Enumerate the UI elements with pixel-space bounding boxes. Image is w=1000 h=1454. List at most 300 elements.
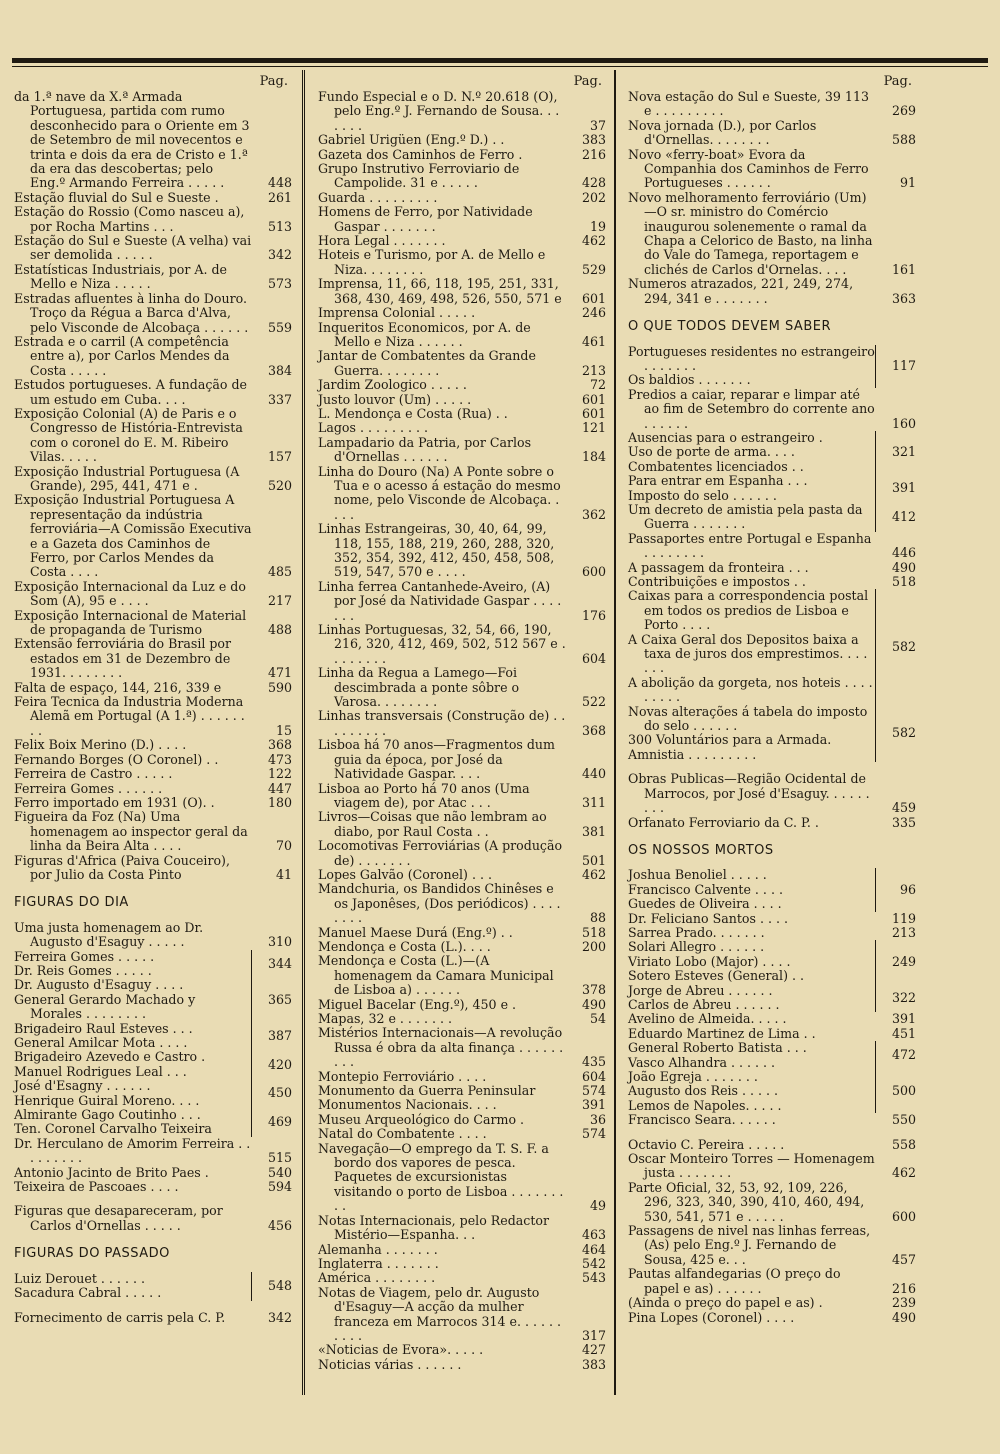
entry-text: Sotero Esteves (General) . . [628, 968, 805, 984]
page-number: 161 [891, 261, 916, 277]
page-number: 446 [891, 545, 916, 561]
index-entry [628, 912, 916, 926]
page-number: 500 [891, 1083, 916, 1099]
entry-text: Linha ferrea Cantanhede-Aveiro, (A) por José da Natividade Gaspar . . . . . . . [318, 578, 562, 623]
index-entry [318, 709, 606, 738]
page-number: 518 [581, 924, 606, 940]
page-number: 368 [581, 722, 606, 738]
page-number: 335 [891, 814, 916, 830]
entry-text: Antonio Jacinto de Brito Paes . [14, 1164, 209, 1180]
entry-text: da 1.ª nave da X.ª Armada Portuguesa, partida com rumo desconhecido para o Oriente em 3 de Setembro de mil novecentos e trinta e dois da era de Cristo e 1.ª da era das descobertas; pelo Eng.º Armando Ferreira . . . . . [14, 89, 250, 191]
page-number: 435 [581, 1054, 606, 1070]
section-heading: O QUE TODOS DEVEM SABER [628, 319, 831, 335]
entry-text: Jorge de Abreu . . . . . . [628, 982, 773, 998]
entry-text: Dr. Feliciano Santos . . . . [628, 910, 788, 926]
entry-text: L. Mendonça e Costa (Rua) . . [318, 405, 508, 421]
entry-text: Locomotivas Ferroviárias (A produção de) . . . . . . . [318, 838, 563, 868]
page-number: 490 [891, 559, 916, 575]
entry-text: Caixas para a correspondencia postal em todos os predios de Lisboa e Porto . . . . [628, 588, 869, 633]
page-number: 559 [267, 319, 292, 335]
entry-text: Predios a caiar, reparar e limpar até ao fim de Setembro do corrente ano . . . . . . [628, 386, 875, 431]
entry-text: Lemos de Napoles. . . . . [628, 1097, 782, 1113]
index-entry-group [14, 1079, 292, 1108]
page-number: 321 [891, 444, 916, 460]
entry-text: Novas alterações á tabela do imposto do selo . . . . . . [628, 703, 868, 734]
index-entry [628, 926, 916, 940]
entry-text: General Gerardo Machado y Morales . . . . . . . . [14, 991, 196, 1022]
index-entry [318, 133, 606, 147]
entry-text: Mapas, 32 e . . . . . . . [318, 1011, 452, 1026]
page-number: 529 [581, 261, 606, 277]
column-rule-1 [302, 70, 308, 1395]
entry-text: João Egreja . . . . . . . [628, 1069, 758, 1084]
index-column-3 [628, 74, 916, 1325]
page-number: 368 [267, 737, 292, 753]
index-entry [14, 1137, 292, 1166]
index-entry [318, 421, 606, 435]
entry-text: Figuras d'Africa (Paiva Couceiro), por Julio da Costa Pinto [14, 852, 230, 882]
page-number: 384 [267, 362, 292, 378]
page-number: 213 [581, 362, 606, 378]
page-number: 216 [891, 1280, 916, 1296]
index-entry [14, 580, 292, 609]
page-number: 202 [581, 189, 606, 205]
group-items [628, 1070, 876, 1113]
entry-text: Natal do Combatente . . . . [318, 1126, 487, 1142]
entry-text: Notas Internacionais, pelo Redactor Mistério—Espanha. . . [318, 1212, 550, 1243]
entry-text: Numeros atrazados, 221, 249, 274, 294, 341 e . . . . . . . [628, 276, 854, 306]
page-number: 456 [267, 1217, 292, 1233]
entry-text: Passaportes entre Portugal e Espanha . . . . . . . . [628, 530, 872, 561]
index-entry [318, 954, 606, 997]
entry-text: Henrique Guiral Moreno. . . . [14, 1092, 200, 1108]
page-number: 391 [891, 1011, 916, 1027]
entry-text: Homens de Ferro, por Natividade Gaspar . . . . . . . [318, 204, 533, 234]
entry-text: Joshua Benoliel . . . . . [628, 867, 767, 883]
page-number: 573 [267, 276, 292, 292]
group-items [628, 940, 876, 983]
index-entry [14, 767, 292, 781]
entry-text: Parte Oficial, 32, 53, 92, 109, 226, 296, 323, 340, 390, 410, 460, 494, 530, 541, 571 e . . . . . [628, 1179, 865, 1224]
entry-text: 300 Voluntários para a Armada. [628, 732, 832, 748]
index-entry [628, 1311, 916, 1325]
entry-text: Hoteis e Turismo, por A. de Mello e Niza. . . . . . . . [318, 247, 546, 277]
entry-text: General Roberto Batista . . . [628, 1040, 807, 1056]
entry-text: Ferreira Gomes . . . . . . [14, 780, 163, 796]
entry-text: Ten. Coronel Carvalho Teixeira [14, 1121, 212, 1137]
page-number: 387 [267, 1027, 292, 1043]
page-number: 601 [581, 391, 606, 407]
entry-text: Mistérios Internacionais—A revolução Russa é obra da alta finança . . . . . . . . . [318, 1025, 564, 1070]
entry-text: Linha da Regua a Lamego—Foi descimbrada a ponte sôbre o Varosa. . . . . . . . [318, 665, 520, 710]
entry-text: Felix Boix Merino (D.) . . . . [14, 737, 187, 753]
entry-text: Brigadeiro Raul Esteves . . . [14, 1020, 193, 1036]
entry-text: Almirante Gago Coutinho . . . [14, 1107, 201, 1123]
page-number: 15 [275, 722, 292, 738]
page-number: 543 [581, 1270, 606, 1286]
entry-text: Teixeira de Pascoaes . . . . [14, 1179, 179, 1195]
entry-text: Viriato Lobo (Major) . . . . [628, 953, 791, 969]
index-entry [14, 681, 292, 695]
index-entry [318, 191, 606, 205]
page-number: 488 [267, 622, 292, 638]
index-entry [318, 868, 606, 882]
entry-text: Portugueses residentes no estrangeiro . . . . . . . [628, 343, 875, 373]
entry-text: Solari Allegro . . . . . . [628, 939, 765, 955]
page-number: 574 [581, 1126, 606, 1142]
page-number: 522 [581, 694, 606, 710]
entry-text: Gabriel Urigüen (Eng.º D.) . . [318, 132, 505, 148]
entry-text: Notas de Viagem, pelo dr. Augusto d'Esaguy—A acção da mulher franceza em Marrocos 314 e. . . . . . . . . . [318, 1284, 562, 1343]
index-entry [14, 205, 292, 234]
index-entry-group [628, 984, 916, 1013]
index-entry [318, 1271, 606, 1285]
page-number: 261 [267, 189, 292, 205]
page-number: 337 [267, 391, 292, 407]
group-items [628, 345, 876, 388]
page-number: 239 [891, 1295, 916, 1311]
page-number: 378 [581, 982, 606, 998]
page-number: 472 [891, 1047, 916, 1063]
page-number: 600 [581, 564, 606, 580]
page-number: 117 [891, 357, 916, 373]
index-entry [628, 148, 916, 191]
entry-text: Francisco Calvente . . . . [628, 881, 783, 897]
page-header-label: Pag. [883, 74, 912, 89]
page-number: 490 [891, 1309, 916, 1325]
entry-text: Linhas Portuguesas, 32, 54, 66, 190, 216, 320, 412, 469, 502, 512 567 e . . . . . . . . [318, 622, 566, 666]
entry-text: Os baldios . . . . . . . [628, 372, 751, 388]
index-entry [628, 1181, 916, 1224]
page-number: 311 [581, 794, 606, 810]
entry-text: Mandchuria, os Bandidos Chinêses e os Japonêses, (Dos periódicos) . . . . . . . . [318, 881, 561, 926]
entry-text: Exposição Internacional da Luz e do Som (A), 95 e . . . . [14, 578, 246, 609]
index-entry [318, 1343, 606, 1357]
entry-text: Figuras que desapareceram, por Carlos d'Ornellas . . . . . [14, 1203, 223, 1233]
page-number: 391 [891, 480, 916, 496]
entry-text: Lisboa há 70 anos—Fragmentos dum guia da época, por José da Natividade Gaspar. . . . [318, 737, 555, 782]
index-entry [318, 407, 606, 421]
entry-text: Carlos de Abreu . . . . . . [628, 996, 780, 1012]
entry-text: Uso de porte de arma. . . . [628, 444, 795, 460]
page-number: 462 [581, 233, 606, 249]
index-entry [318, 248, 606, 277]
index-entry [318, 1214, 606, 1243]
group-items [14, 950, 252, 979]
page-number: 91 [899, 175, 916, 191]
page-number: 391 [581, 1097, 606, 1113]
entry-text: A passagem da fronteira . . . [628, 559, 809, 575]
entry-text: Para entrar em Espanha . . . [628, 473, 808, 489]
page-number: 19 [589, 218, 606, 234]
index-entry [318, 234, 606, 248]
index-entry [318, 205, 606, 234]
page-number: 471 [267, 665, 292, 681]
group-items [628, 589, 876, 704]
column-rule-2 [614, 70, 616, 1395]
entry-text: Navegação—O emprego da T. S. F. a bordo dos vapores de pesca. Paquetes de excursionistas visitando o porto de Lisboa . . . . . . . . . [318, 1140, 564, 1214]
page-header-label: Pag. [573, 74, 602, 89]
index-entry [628, 1152, 916, 1181]
spacer [14, 1301, 292, 1311]
index-entry-group [14, 978, 292, 1021]
index-entry [628, 816, 916, 830]
page-number: 157 [267, 449, 292, 465]
index-entry-group [628, 589, 916, 704]
index-entry-group [628, 705, 916, 763]
index-entry [318, 1286, 606, 1344]
section-heading: OS NOSSOS MORTOS [628, 842, 774, 858]
index-entry [14, 854, 292, 883]
index-entry [318, 1012, 606, 1026]
entry-text: Ferro importado em 1931 (O). . [14, 794, 215, 810]
top-rule-thin [12, 66, 988, 67]
entry-text: Sarrea Prado. . . . . . . [628, 924, 765, 940]
index-entry [318, 1026, 606, 1069]
page-number: 317 [581, 1327, 606, 1343]
entry-text: Noticias várias . . . . . . [318, 1356, 462, 1372]
index-entry [318, 321, 606, 350]
index-entry [318, 1070, 606, 1084]
entry-text: Fornecimento de carris pela C. P. [14, 1309, 226, 1325]
group-items [628, 984, 876, 1013]
index-entry [318, 436, 606, 465]
group-items [14, 1108, 252, 1137]
index-entry-group [14, 1272, 292, 1301]
index-entry [628, 575, 916, 589]
entry-text: Octavio C. Pereira . . . . . [628, 1136, 785, 1152]
entry-text: Dr. Reis Gomes . . . . . [14, 962, 152, 978]
entry-text: Dr. Augusto d'Esaguy . . . . [14, 977, 184, 993]
index-entry [14, 782, 292, 796]
page-number: 428 [581, 175, 606, 191]
index-entry [14, 191, 292, 205]
page-number: 427 [581, 1342, 606, 1358]
page-number: 604 [581, 650, 606, 666]
index-entry [318, 623, 606, 666]
index-entry-group [628, 940, 916, 983]
entry-text: Fundo Especial e o D. N.º 20.618 (O), pelo Eng.º J. Fernando de Sousa. . . . . . . [318, 89, 560, 133]
page-number: 213 [891, 924, 916, 940]
index-entry [318, 882, 606, 925]
page-number: 600 [891, 1208, 916, 1224]
page-number: 463 [581, 1227, 606, 1243]
page-number: 590 [267, 679, 292, 695]
index-entry-group [14, 950, 292, 979]
group-items [14, 1272, 252, 1301]
index-entry [628, 561, 916, 575]
page-number: 464 [581, 1241, 606, 1257]
entry-text: Ferreira de Castro . . . . . [14, 766, 173, 782]
index-entry [14, 335, 292, 378]
entry-text: Gazeta dos Caminhos de Ferro . [318, 146, 523, 162]
entry-text: Exposição Internacional de Material de propaganda de Turismo [14, 607, 247, 638]
group-items [14, 1022, 252, 1051]
index-entry [14, 637, 292, 680]
page-number: 582 [891, 638, 916, 654]
group-items [628, 474, 876, 503]
entry-text: Avelino de Almeida. . . . . [628, 1011, 787, 1027]
index-entry [14, 738, 292, 752]
index-entry-group [14, 1022, 292, 1051]
index-entry [628, 1296, 916, 1310]
entry-text: Lampadario da Patria, por Carlos d'Ornellas . . . . . . [318, 434, 532, 465]
entry-text: Linhas Estrangeiras, 30, 40, 64, 99, 118, 155, 188, 219, 260, 288, 320, 352, 354, 392, 412, 450, 458, 508, 519, 547, 570 e . . . . [318, 521, 555, 580]
entry-text: América . . . . . . . . [318, 1270, 436, 1286]
index-entry [318, 926, 606, 940]
page-number: 383 [581, 132, 606, 148]
page-number: 513 [267, 218, 292, 234]
index-entry [14, 407, 292, 465]
entry-text: Brigadeiro Azevedo e Castro . [14, 1049, 206, 1065]
index-entry [318, 666, 606, 709]
page-number: 383 [581, 1356, 606, 1372]
index-entry-group [628, 474, 916, 503]
index-entry [14, 695, 292, 738]
entry-text: Pautas alfandegarias (O preço do papel e as) . . . . . . [628, 1266, 841, 1296]
entry-text: Extensão ferroviária do Brasil por estados em 31 de Dezembro de 1931. . . . . . . . [14, 636, 232, 681]
page-number: 601 [581, 290, 606, 306]
group-items [628, 868, 876, 911]
index-entry [628, 1113, 916, 1127]
entry-text: «Noticias de Evora». . . . . [318, 1342, 484, 1358]
index-entry [318, 277, 606, 306]
entry-text: Manuel Maese Durá (Eng.º) . . [318, 924, 513, 940]
group-items [14, 1050, 252, 1079]
entry-text: Imprensa Colonial . . . . . [318, 305, 476, 321]
page-number: 121 [581, 420, 606, 436]
entry-text: Estudos portugueses. A fundação de um estudo em Cuba. . . . [14, 377, 247, 407]
entry-text: Guedes de Oliveira . . . . [628, 896, 782, 912]
page-number: 469 [267, 1114, 292, 1130]
group-items [628, 705, 876, 763]
index-entry-group [628, 345, 916, 388]
entry-text: Guarda . . . . . . . . . [318, 189, 438, 205]
page-number: 269 [891, 103, 916, 119]
index-entry [14, 493, 292, 579]
page-number: 365 [267, 991, 292, 1007]
page-number: 216 [581, 146, 606, 162]
entry-text: Contribuições e impostos . . [628, 574, 806, 589]
page-number: 249 [891, 953, 916, 969]
entry-text: Hora Legal . . . . . . . [318, 233, 446, 249]
page-number: 36 [589, 1111, 606, 1127]
page-number: 37 [589, 117, 606, 133]
page-number: 604 [581, 1068, 606, 1084]
entry-text: Falta de espaço, 144, 216, 339 e [14, 679, 222, 695]
page-number: 447 [267, 780, 292, 796]
entry-text: Orfanato Ferroviario da C. P. . [628, 814, 819, 830]
entry-text: Estação do Sul e Sueste (A velha) vai ser demolida . . . . . [14, 233, 252, 263]
page-number: 451 [891, 1025, 916, 1041]
index-entry [628, 1267, 916, 1296]
entry-text: Manuel Rodrigues Leal . . . [14, 1063, 187, 1079]
entry-text: Inglaterra . . . . . . . [318, 1255, 439, 1271]
page-number: 342 [267, 247, 292, 263]
entry-text: Livros—Coisas que não lembram ao diabo, por Raul Costa . . [318, 809, 547, 839]
page-number: 420 [267, 1056, 292, 1072]
entry-text: Estradas afluentes à linha do Douro. Troço da Régua a Barca d'Alva, pelo Visconde de Alcobaça . . . . . . [14, 290, 249, 335]
index-entry [628, 90, 916, 119]
entry-text: Estação fluvial do Sul e Sueste . [14, 189, 219, 205]
entry-text: Mendonça e Costa (L.)—(A homenagem da Camara Municipal de Lisboa a) . . . . . . [318, 953, 554, 998]
entry-text: Imprensa, 11, 66, 118, 195, 251, 331, 368, 430, 469, 498, 526, 550, 571 e [318, 276, 562, 306]
entry-text: Monumentos Nacionais. . . . [318, 1097, 497, 1113]
index-entry [318, 1243, 606, 1257]
entry-text: Dr. Herculano de Amorim Ferreira . . . . . . . . . [14, 1135, 251, 1166]
entry-text: (Ainda o preço do papel e as) . [628, 1295, 823, 1311]
index-entry [318, 349, 606, 378]
entry-text: Vasco Alhandra . . . . . . [628, 1054, 776, 1070]
index-entry [14, 1204, 292, 1233]
index-entry [14, 1166, 292, 1180]
entry-text: Sacadura Cabral . . . . . [14, 1285, 162, 1301]
page-number: 412 [891, 509, 916, 525]
entry-text: Estrada e o carril (A competência entre a), por Carlos Mendes da Costa . . . . . [14, 333, 230, 378]
index-entry [14, 263, 292, 292]
index-entry [628, 119, 916, 148]
index-entry [628, 1138, 916, 1152]
page-number: 363 [891, 290, 916, 306]
index-entry [318, 90, 606, 133]
index-entry [14, 810, 292, 853]
group-items [14, 978, 252, 1021]
index-entry [318, 1127, 606, 1141]
index-entry-group [14, 1050, 292, 1079]
page-number: 119 [891, 910, 916, 926]
page-number: 176 [581, 607, 606, 623]
page-number: 594 [267, 1179, 292, 1195]
index-entry [628, 191, 916, 277]
page-number: 49 [589, 1198, 606, 1214]
entry-text: General Amilcar Mota . . . . [14, 1035, 188, 1050]
page-number: 462 [581, 866, 606, 882]
index-entry [318, 580, 606, 623]
section-heading: FIGURAS DO DIA [14, 895, 129, 911]
page-number: 54 [589, 1011, 606, 1026]
page-number: 457 [891, 1251, 916, 1267]
entry-text: Passagens de nivel nas linhas ferreas, (As) pelo Eng.º J. Fernando de Sousa, 425 e. . . [628, 1223, 871, 1267]
entry-text: Miguel Bacelar (Eng.º), 450 e . [318, 996, 517, 1012]
section-heading: FIGURAS DO PASSADO [14, 1246, 170, 1262]
page-number: 459 [891, 800, 916, 816]
page-number: 344 [267, 955, 292, 971]
page-number: 362 [581, 506, 606, 522]
entry-text: Novo «ferry-boat» Evora da Companhia dos Caminhos de Ferro Portugueses . . . . . . [628, 146, 869, 191]
index-entry-group [628, 431, 916, 474]
index-entry-group [14, 1108, 292, 1137]
index-entry [318, 162, 606, 191]
index-entry [318, 393, 606, 407]
entry-text: Mendonça e Costa (L.). . . . [318, 938, 491, 954]
page-number: 88 [589, 910, 606, 926]
page-number: 540 [267, 1164, 292, 1180]
index-entry [318, 1257, 606, 1271]
index-entry [318, 306, 606, 320]
entry-text: Grupo Instrutivo Ferroviario de Campolide. 31 e . . . . . [318, 161, 520, 191]
entry-text: Combatentes licenciados . . [628, 458, 804, 474]
page-number: 70 [275, 838, 292, 854]
group-items [628, 1041, 876, 1070]
page-number: 41 [275, 866, 292, 882]
index-entry [628, 388, 916, 431]
page-number: 200 [581, 938, 606, 954]
page-number: 246 [581, 305, 606, 321]
index-entry [318, 940, 606, 954]
entry-text: Amnistia . . . . . . . . . [628, 746, 757, 762]
entry-text: Luiz Derouet . . . . . . [14, 1270, 145, 1286]
index-entry [14, 921, 292, 950]
